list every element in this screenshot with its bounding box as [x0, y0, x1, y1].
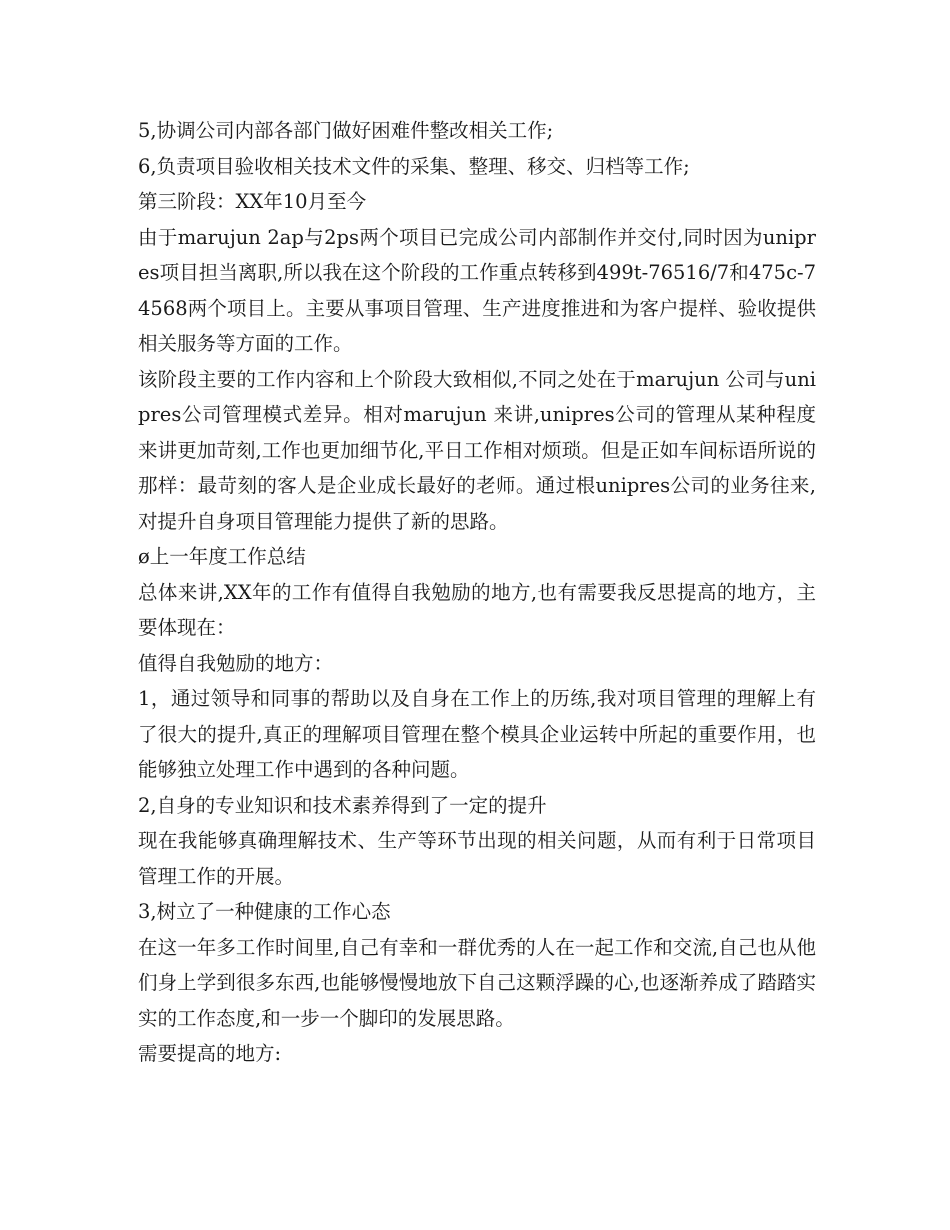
- paragraph-stage-three-focus: 由于marujun 2ap与2ps两个项目已完成公司内部制作并交付,同时因为unipres项目担当离职,所以我在这个阶段的工作重点转移到499t-76516/7和475c-74568两个项目上。主要从事项目管理、生产进度推进和为客户提样、验收提供相关服务等方面的工作。: [138, 225, 816, 355]
- subheading-improvements: 需要提高的地方:: [138, 1042, 282, 1065]
- paragraph-strength-3-title: 3,树立了一种健康的工作心态: [138, 900, 391, 923]
- paragraph-strength-1: 1，通过领导和同事的帮助以及自身在工作上的历练,我对项目管理的理解上有了很大的提升,真正的理解项目管理在整个模具企业运转中所起的重要作用，也能够独立处理工作中遇到的各种问题。: [138, 687, 816, 781]
- document-body: [138, 113, 816, 1072]
- section-heading-stage-three: 第三阶段：XX年10月至今: [138, 190, 367, 213]
- section-heading-annual-summary: ø上一年度工作总结: [138, 545, 306, 568]
- paragraph-stage-three-comparison: 该阶段主要的工作内容和上个阶段大致相似,不同之处在于marujun 公司与unipres公司管理模式差异。相对marujun 来讲,unipres公司的管理从某种程度来讲更加苛刻,工作也更加细节化,平日工作相对烦琐。但是正如车间标语所说的那样：最苛刻的客人是企业成长最好的老师。通过根unipres公司的业务往来,对提升自身项目管理能力提供了新的思路。: [138, 367, 816, 533]
- paragraph-item-6: 6,负责项目验收相关技术文件的采集、整理、移交、归档等工作;: [138, 154, 690, 178]
- subheading-strengths: 值得自我勉励的地方：: [138, 651, 334, 675]
- paragraph-strength-2-detail: 现在我能够真确理解技术、生产等环节出现的相关问题，从而有利于日常项目管理工作的开展。: [138, 829, 816, 888]
- paragraph-summary-intro: 总体来讲,XX年的工作有值得自我勉励的地方,也有需要我反思提高的地方，主要体现在：: [138, 580, 816, 639]
- paragraph-strength-2-title: 2,自身的专业知识和技术素养得到了一定的提升: [138, 793, 547, 817]
- paragraph-item-5: 5,协调公司内部各部门做好困难件整改相关工作;: [138, 119, 554, 142]
- paragraph-strength-3-detail: 在这一年多工作时间里,自己有幸和一群优秀的人在一起工作和交流,自己也从他们身上学到很多东西,也能够慢慢地放下自己这颗浮躁的心,也逐渐养成了踏踏实实的工作态度,和一步一个脚印的发展思路。: [138, 935, 816, 1030]
